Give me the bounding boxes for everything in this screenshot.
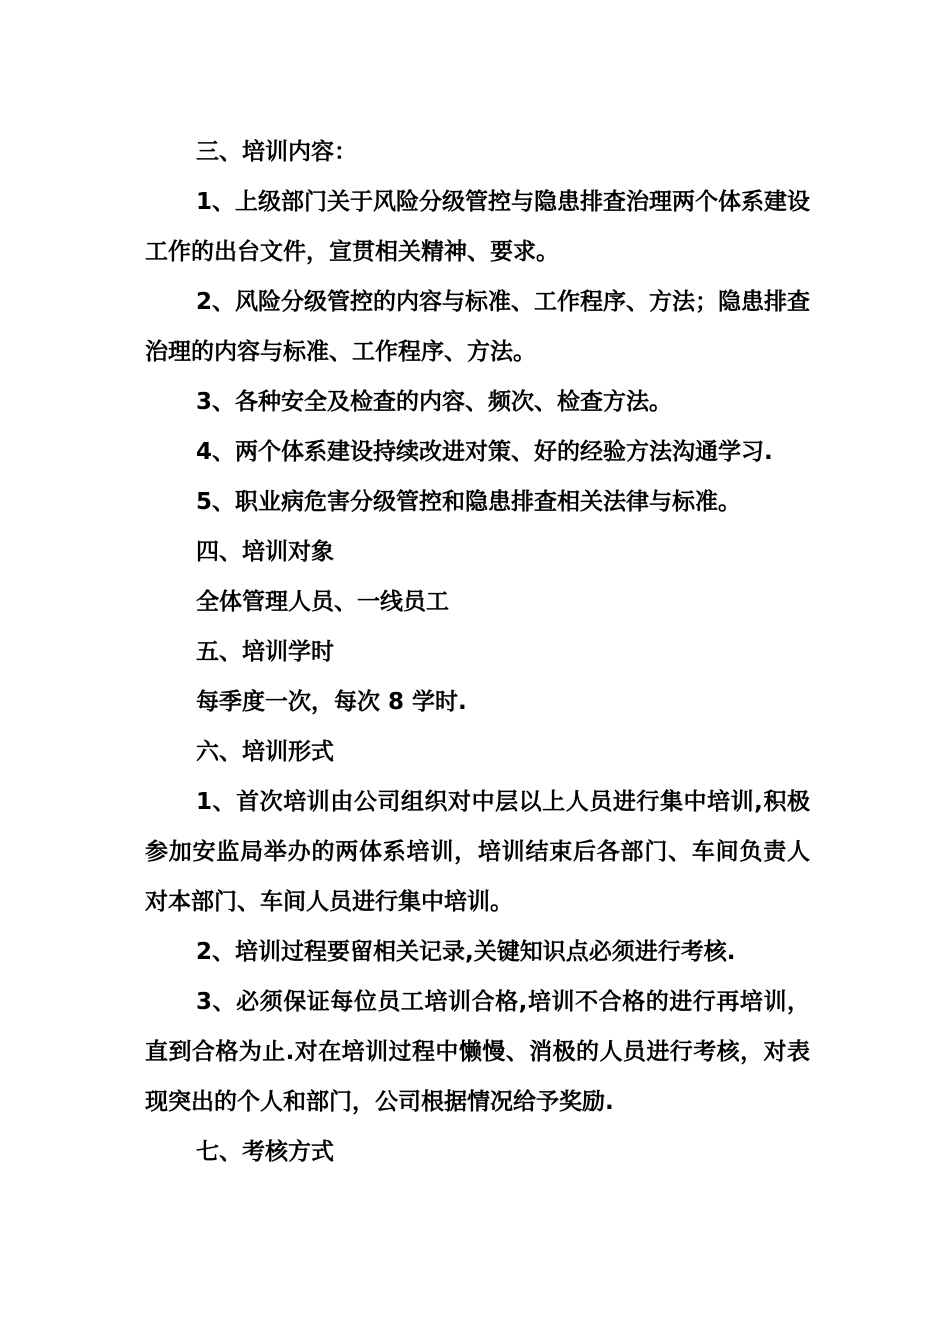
section-heading-training-content: 三、培训内容： [196,139,357,165]
list-item: 1、首次培训由公司组织对中层以上人员进行集中培训,积极参加安监局举办的两体系培训，培训结束后各部门、车间负责人对本部门、车间人员进行集中培训。 [145,789,810,915]
list-item: 2、风险分级管控的内容与标准、工作程序、方法；隐患排查治理的内容与标准、工作程序、方法。 [145,289,811,365]
list-item: 3、各种安全及检查的内容、频次、检查方法。 [196,389,673,415]
list-item: 5、职业病危害分级管控和隐患排查相关法律与标准。 [196,489,742,515]
list-item: 2、培训过程要留相关记录,关键知识点必须进行考核. [196,939,736,965]
document-body [145,127,810,1177]
section-heading-training-hours: 五、培训学时 [196,639,334,665]
paragraph: 全体管理人员、一线员工 [196,589,449,615]
section-heading-assessment-method: 七、考核方式 [196,1139,334,1165]
section-heading-training-target: 四、培训对象 [196,539,334,565]
section-heading-training-form: 六、培训形式 [196,739,334,765]
list-item: 1、上级部门关于风险分级管控与隐患排查治理两个体系建设工作的出台文件，宣贯相关精神、要求。 [145,189,811,265]
list-item: 3、必须保证每位员工培训合格,培训不合格的进行再培训，直到合格为止.对在培训过程中懒慢、消极的人员进行考核，对表现突出的个人和部门，公司根据情况给予奖励. [145,989,810,1115]
paragraph: 每季度一次，每次 8 学时. [196,689,467,715]
list-item: 4、两个体系建设持续改进对策、好的经验方法沟通学习. [196,439,773,465]
